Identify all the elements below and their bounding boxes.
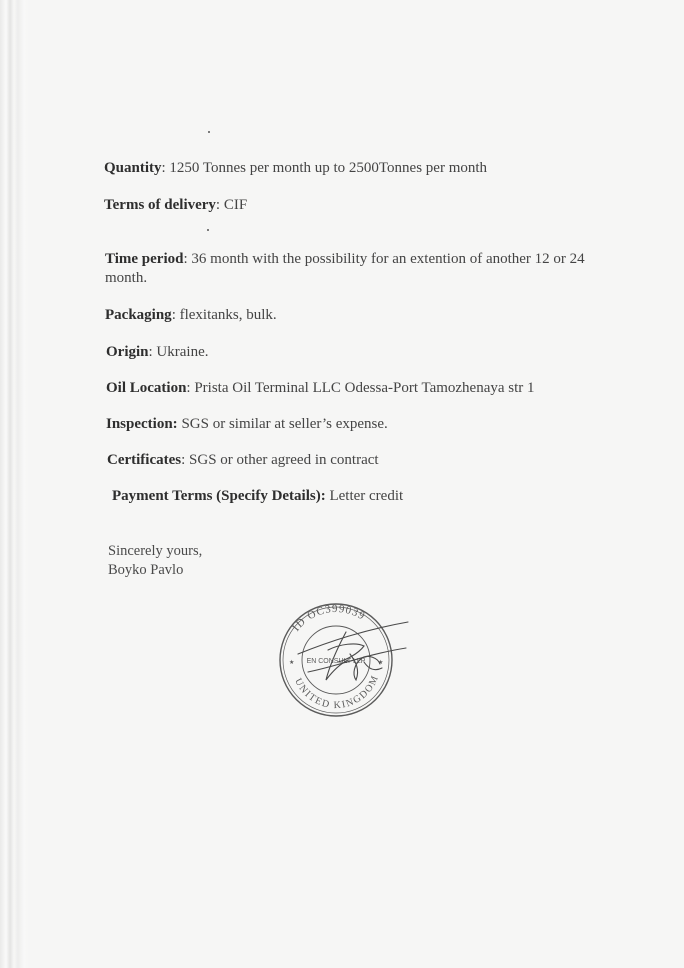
company-stamp	[268, 602, 418, 717]
field-label: Packaging	[105, 307, 172, 323]
stamp-company-text: EN CONSULT LLP	[306, 658, 366, 665]
field-value: : SGS or other agreed in contract	[181, 452, 379, 468]
field-value: : CIF	[215, 197, 248, 213]
speck	[207, 229, 209, 231]
field-value: Letter credit	[325, 488, 404, 504]
field-value: : 36 month with the possibility for an extention of another 12 or 24	[183, 251, 585, 267]
field-certificates	[107, 450, 379, 470]
closing-salutation: Sincerely yours,	[108, 543, 203, 559]
field-time-period-continuation	[105, 268, 147, 288]
field-payment-terms	[112, 486, 403, 506]
field-time-period	[105, 249, 585, 269]
field-label: Origin	[106, 344, 149, 360]
field-origin	[106, 342, 209, 362]
stamp-country-text: UNITED KINGDOM	[292, 673, 382, 712]
field-value: SGS or similar at seller’s expense.	[177, 416, 388, 432]
field-value: : Ukraine.	[148, 344, 209, 360]
field-quantity	[104, 158, 487, 178]
field-packaging	[105, 305, 277, 325]
stamp-id-text: ID OC399039	[290, 602, 368, 634]
stamp-star-right: ★	[378, 659, 384, 666]
field-oil-location	[106, 378, 535, 398]
field-value-continuation: month.	[105, 270, 148, 286]
field-label: Certificates	[107, 452, 182, 468]
field-value: : 1250 Tonnes per month up to 2500Tonnes per month	[161, 160, 488, 176]
field-inspection	[106, 414, 388, 434]
field-label: Payment Terms (Specify Details):	[112, 488, 326, 504]
field-value: : flexitanks, bulk.	[171, 307, 277, 323]
field-terms-of-delivery	[104, 195, 247, 215]
speck	[208, 131, 210, 133]
stamp-star-left: ★	[289, 659, 295, 666]
signatory-name: Boyko Pavlo	[108, 562, 184, 578]
field-label: Time period	[105, 251, 184, 267]
field-label: Quantity	[104, 160, 162, 176]
field-label: Oil Location	[106, 380, 187, 396]
field-label: Inspection:	[106, 416, 178, 432]
field-value: : Prista Oil Terminal LLC Odessa-Port Tamozhenaya str 1	[186, 380, 535, 396]
scan-edge-shadow	[0, 0, 30, 968]
field-label: Terms of delivery	[104, 197, 216, 213]
